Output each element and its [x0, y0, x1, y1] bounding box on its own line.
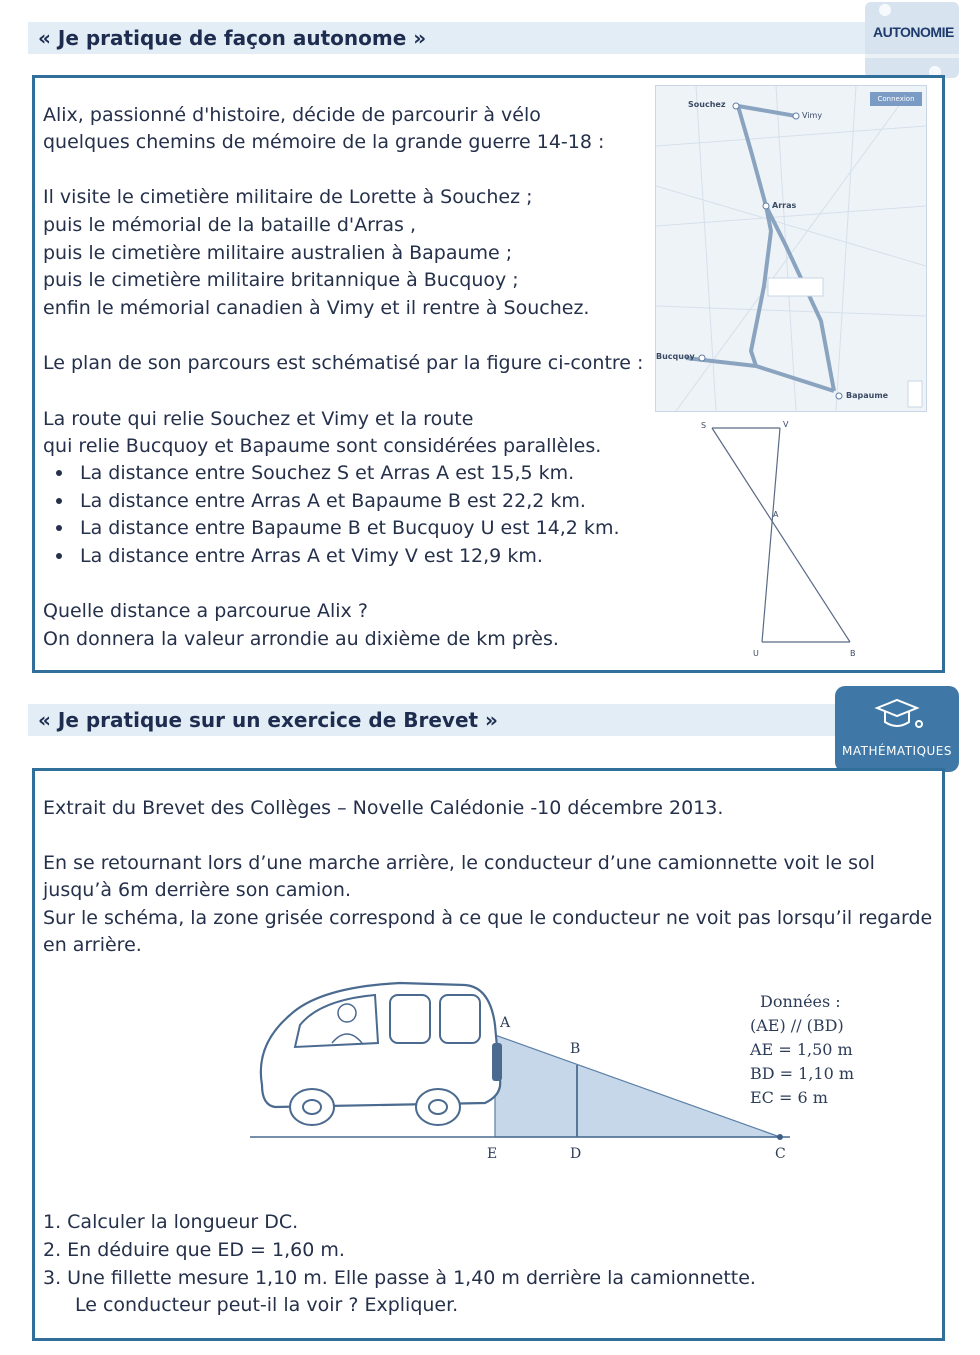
route-schematic: [695, 420, 855, 660]
fig-label-b: B: [850, 649, 855, 658]
s1-line-4: puis le mémorial de la bataille d'Arras ,: [43, 214, 417, 236]
section2-title: « Je pratique sur un exercice de Brevet »: [38, 708, 498, 732]
s1-line-6: puis le cimetière militaire britannique à Bucquoy ;: [43, 269, 519, 291]
graduation-cap-icon: [835, 686, 959, 742]
van-label-d: D: [570, 1146, 582, 1162]
s1-question-1: Quelle distance a parcourue Alix ?: [43, 600, 368, 622]
puzzle-icon: [865, 2, 959, 78]
map-label-vimy: Vimy: [802, 111, 823, 120]
fig-label-s: S: [701, 421, 707, 430]
bullet-dot: [56, 498, 62, 504]
mathematiques-badge: [835, 686, 959, 772]
s1-line-3: Il visite le cimetière militaire de Lorette à Souchez ;: [43, 186, 533, 208]
map-label-arras: Arras: [772, 201, 797, 210]
donnees-item: (AE) // (BD): [750, 1016, 844, 1035]
map-label-bapaume: Bapaume: [846, 391, 889, 400]
donnees-box: [750, 990, 854, 1110]
donnees-item: AE = 1,50 m: [750, 1040, 853, 1059]
s1-line-8: Le plan de son parcours est schématisé par la figure ci-contre :: [43, 352, 644, 374]
donnees-item: EC = 6 m: [750, 1088, 828, 1107]
fig-label-u: U: [753, 649, 759, 658]
s1-bullet-4: La distance entre Arras A et Vimy V est 12,9 km.: [80, 545, 543, 567]
s2-question-2: 2. En déduire que ED = 1,60 m.: [43, 1239, 345, 1261]
s1-line-2: quelques chemins de mémoire de la grande guerre 14-18 :: [43, 131, 605, 153]
bullet-dot: [56, 470, 62, 476]
van-label-a: A: [500, 1015, 511, 1031]
autonomie-label: AUTONOMIE: [873, 24, 954, 40]
s2-intro-4: en arrière.: [43, 934, 142, 956]
section1-header: [28, 22, 944, 54]
fig-label-a: A: [773, 510, 779, 519]
s2-intro-2: jusqu’à 6m derrière son camion.: [43, 879, 351, 901]
donnees-title: Données :: [760, 992, 841, 1011]
bullet-dot: [56, 525, 62, 531]
van-label-e: E: [487, 1146, 498, 1162]
van-label-c: C: [775, 1146, 786, 1162]
mathematiques-label: MATHÉMATIQUES: [842, 744, 952, 758]
autonomie-badge: [865, 2, 959, 78]
s2-intro-1: En se retournant lors d’une marche arrière, le conducteur d’une camionnette voit le sol: [43, 852, 875, 874]
s1-bullet-1: La distance entre Souchez S et Arras A est 15,5 km.: [80, 462, 575, 484]
s1-question-2: On donnera la valeur arrondie au dixième de km près.: [43, 628, 559, 650]
s1-bullet-3: La distance entre Bapaume B et Bucquoy U est 14,2 km.: [80, 517, 620, 539]
map-connexion-button[interactable]: Connexion: [870, 92, 922, 106]
van-label-b: B: [570, 1041, 581, 1057]
route-map: [655, 85, 927, 412]
s1-line-10: qui relie Bucquoy et Bapaume sont considérées parallèles.: [43, 435, 602, 457]
s2-source: Extrait du Brevet des Collèges – Novelle Calédonie -10 décembre 2013.: [43, 797, 724, 819]
map-label-souchez: Souchez: [688, 100, 726, 109]
s2-question-3b: Le conducteur peut-il la voir ? Expliquer.: [75, 1294, 459, 1316]
fig-label-v: V: [783, 420, 789, 429]
section1-title: « Je pratique de façon autonome »: [38, 26, 427, 50]
map-label-bucquoy: Bucquoy: [656, 352, 695, 361]
donnees-item: BD = 1,10 m: [750, 1064, 855, 1083]
s1-line-7: enfin le mémorial canadien à Vimy et il rentre à Souchez.: [43, 297, 590, 319]
s2-intro-3: Sur le schéma, la zone grisée correspond à ce que le conducteur ne voit pas lorsqu’il regarde: [43, 907, 933, 929]
s1-line-9: La route qui relie Souchez et Vimy et la route: [43, 408, 474, 430]
s2-question-1: 1. Calculer la longueur DC.: [43, 1211, 299, 1233]
s2-question-3: 3. Une fillette mesure 1,10 m. Elle passe à 1,40 m derrière la camionnette.: [43, 1267, 756, 1289]
s1-line-1: Alix, passionné d'histoire, décide de parcourir à vélo: [43, 104, 541, 126]
bullet-dot: [56, 553, 62, 559]
s1-line-5: puis le cimetière militaire australien à Bapaume ;: [43, 242, 513, 264]
section2-header: [28, 704, 944, 736]
s1-bullet-2: La distance entre Arras A et Bapaume B est 22,2 km.: [80, 490, 586, 512]
